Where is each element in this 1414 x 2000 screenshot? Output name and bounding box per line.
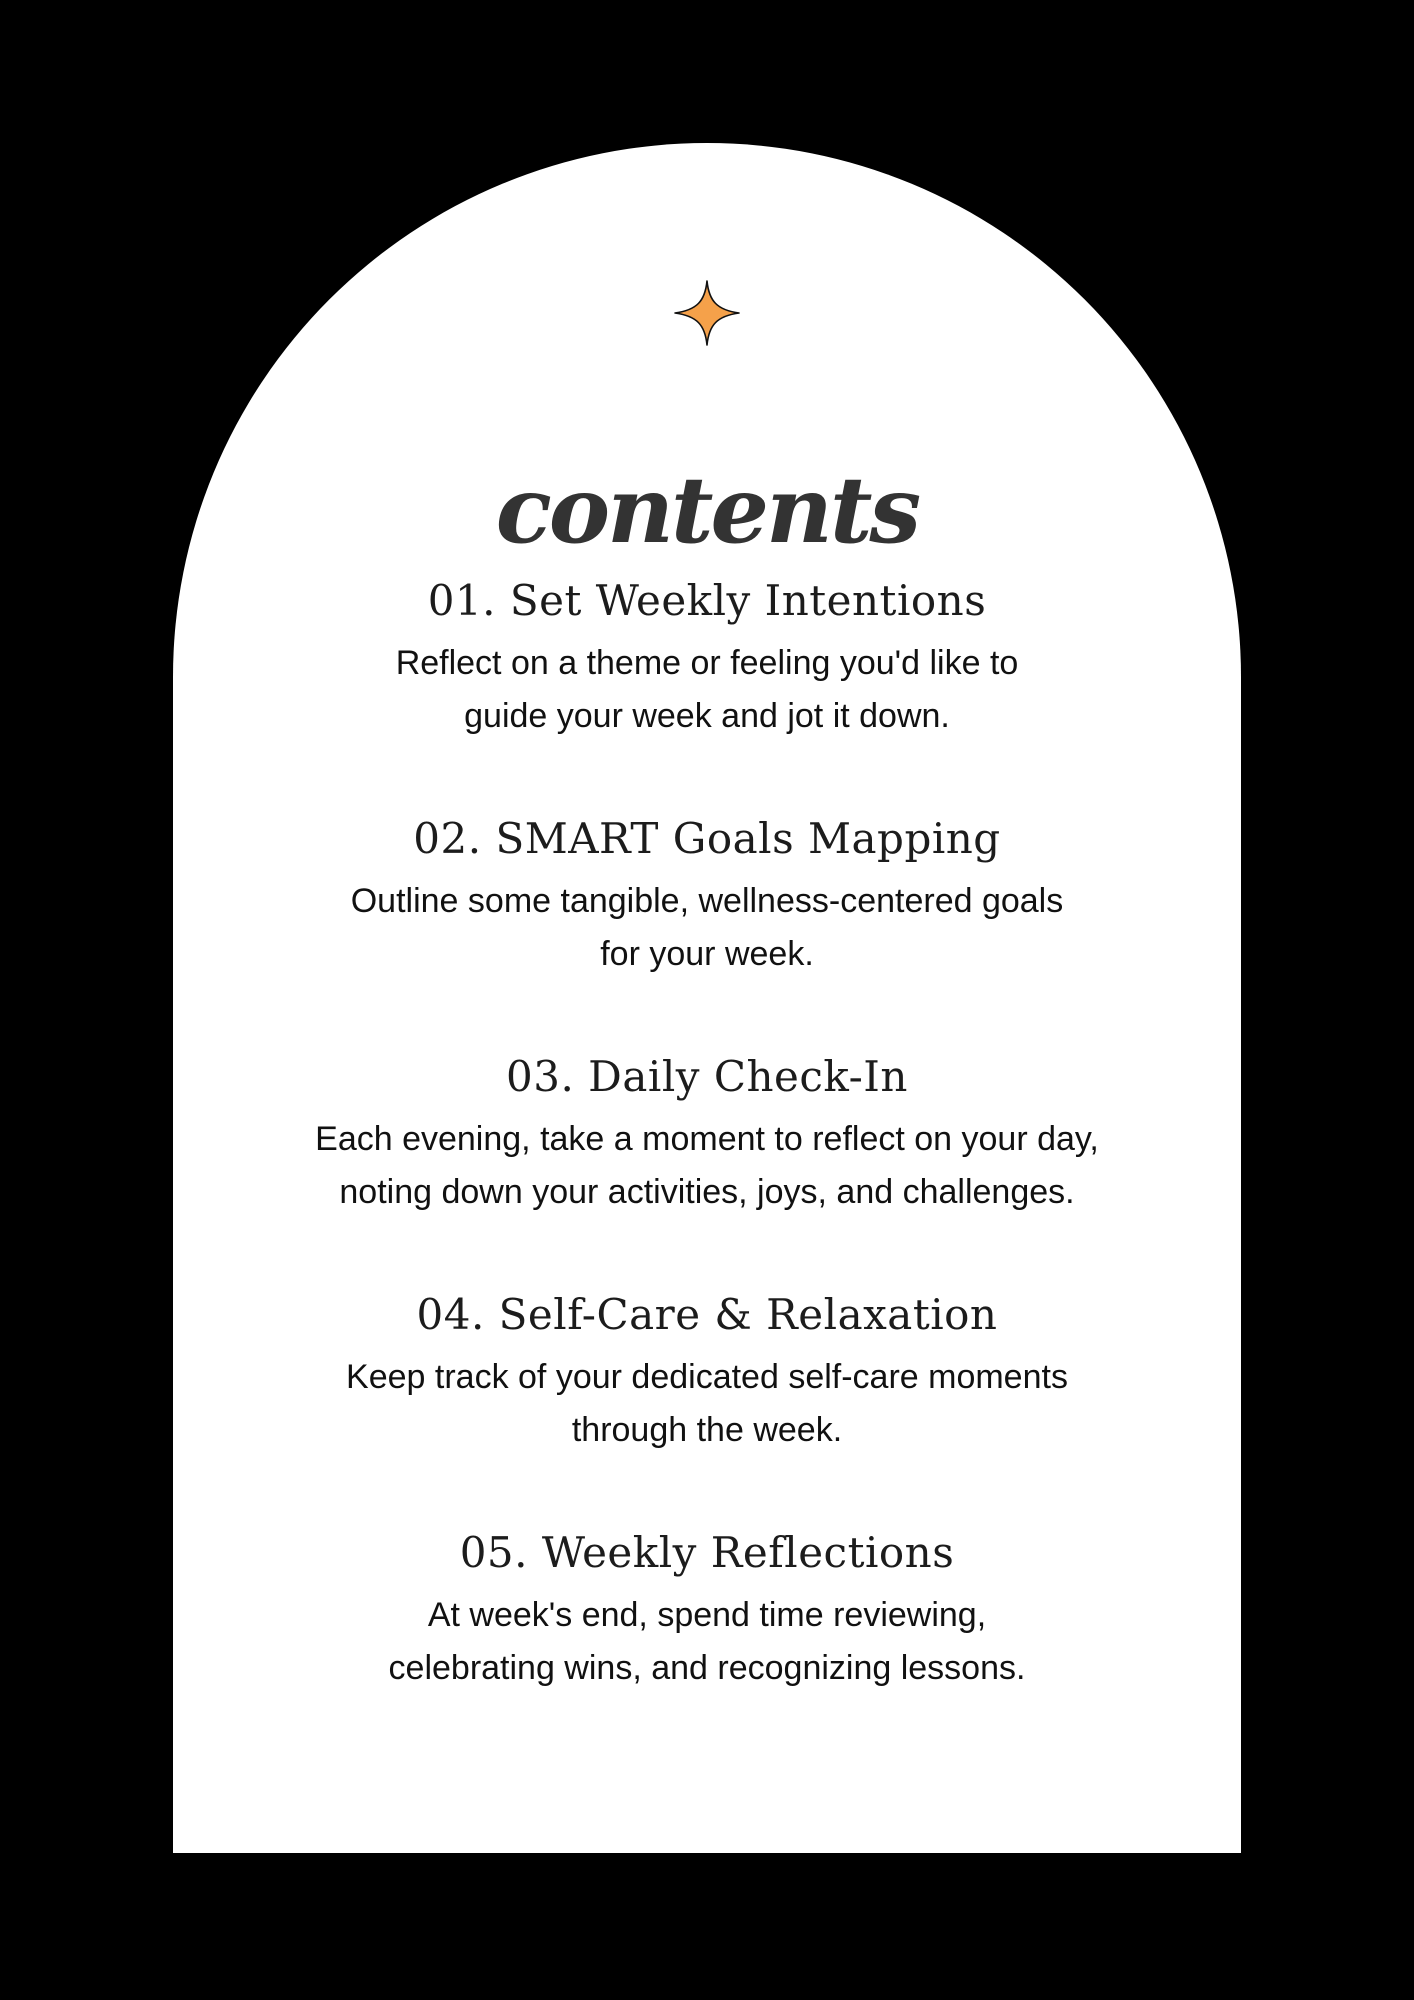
- description-line: guide your week and jot it down.: [464, 697, 950, 735]
- section-description: [257, 1113, 1157, 1219]
- section-description: [257, 1589, 1157, 1695]
- page-title: contents: [495, 455, 919, 564]
- section-heading: 03. Daily Check-In: [506, 1052, 908, 1101]
- four-point-star-icon: [673, 279, 741, 347]
- section-heading: 05. Weekly Reflections: [459, 1528, 955, 1577]
- description-line: Reflect on a theme or feeling you'd like to: [395, 644, 1019, 682]
- contents-item-2: [173, 811, 1241, 1049]
- section-heading: 01. Set Weekly Intentions: [427, 576, 987, 625]
- section-heading: 02. SMART Goals Mapping: [413, 814, 1001, 863]
- description-line: Outline some tangible, wellness-centered goals: [350, 882, 1064, 920]
- contents-list: [173, 573, 1241, 1763]
- section-heading: 04. Self-Care & Relaxation: [416, 1290, 998, 1339]
- description-line: Keep track of your dedicated self-care moments: [346, 1358, 1068, 1396]
- description-line: celebrating wins, and recognizing lessons.: [388, 1649, 1026, 1687]
- description-line: noting down your activities, joys, and challenges.: [339, 1173, 1075, 1211]
- section-description: [257, 1351, 1157, 1457]
- contents-item-4: [173, 1287, 1241, 1525]
- section-description: [257, 637, 1157, 743]
- contents-item-3: [173, 1049, 1241, 1287]
- description-line: At week's end, spend time reviewing,: [427, 1596, 987, 1634]
- description-line: through the week.: [571, 1411, 843, 1449]
- description-line: for your week.: [600, 935, 814, 973]
- section-description: [257, 875, 1157, 981]
- description-line: Each evening, take a moment to reflect on your day,: [315, 1120, 1099, 1158]
- arch-card: [173, 143, 1241, 1853]
- contents-item-5: [173, 1525, 1241, 1763]
- contents-item-1: [173, 573, 1241, 811]
